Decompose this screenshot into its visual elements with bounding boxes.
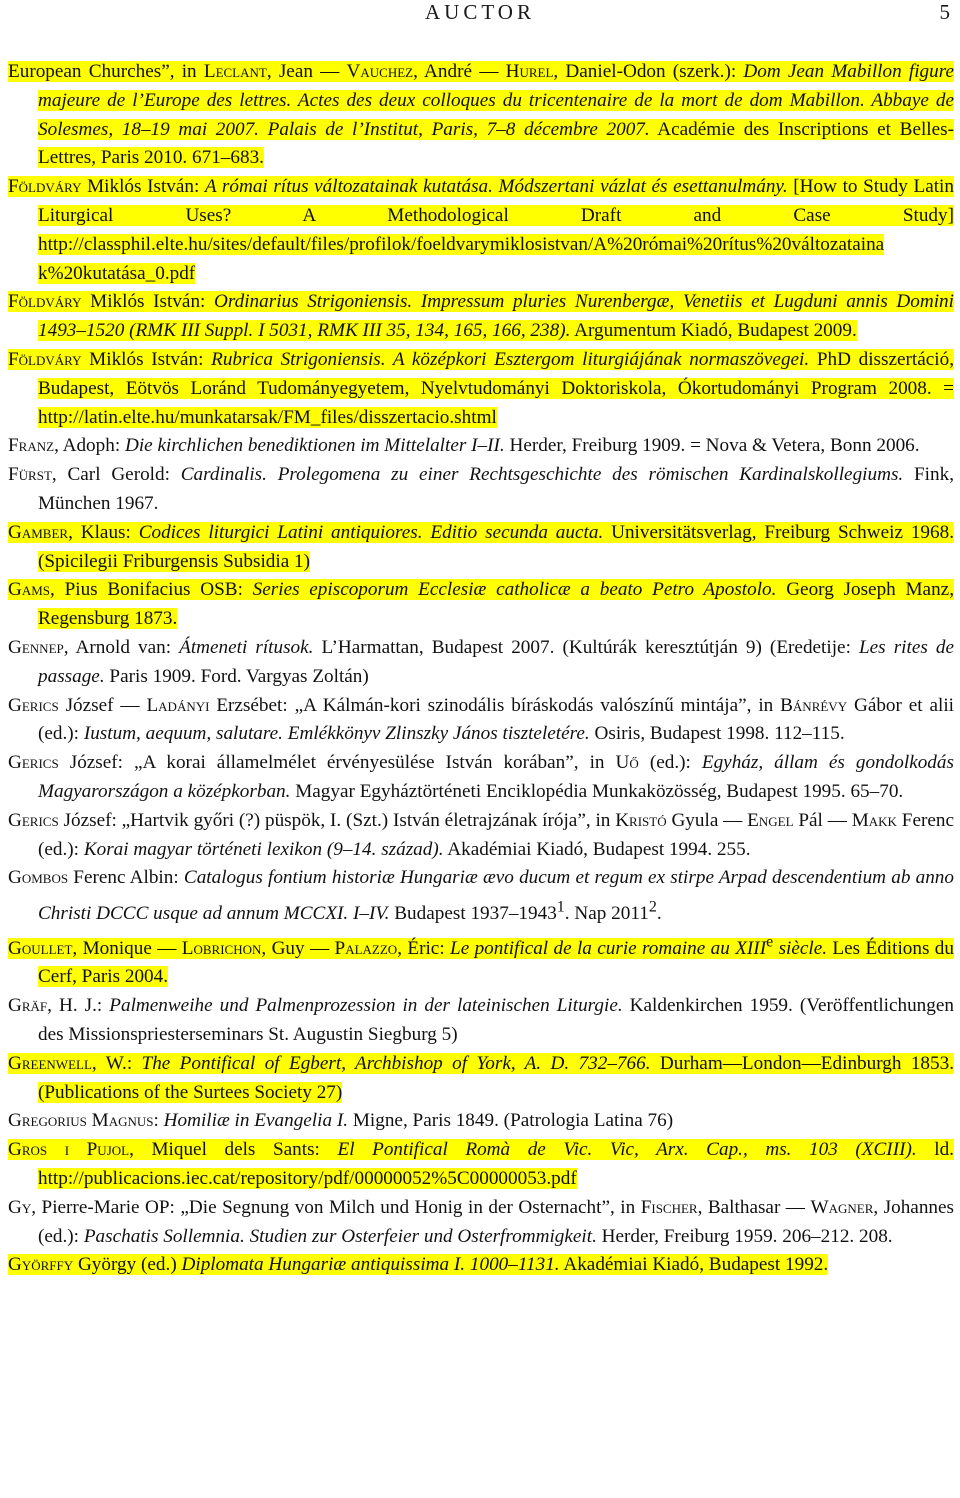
author-name: Goullet xyxy=(8,937,73,959)
entry-text xyxy=(8,435,920,456)
italic-title: Rubrica Strigoniensis. A középkori Esztergom liturgiájának normaszövegei. xyxy=(211,348,810,370)
italic-title: Cardinalis. Prolegomena zu einer Rechtsgeschichte des römischen Kardinalskollegiums. xyxy=(180,464,904,486)
author-name: Greenwell xyxy=(8,1052,92,1074)
entry-text xyxy=(8,810,954,860)
author-name: Györffy xyxy=(8,1254,74,1276)
italic-title: Dom Jean Mabillon figure majeure de l’Europe des lettres. Actes des deux colloques du tricentenaire de la mort de dom Mabillon. Abbaye de Solesmes, 18–19 mai 2007. Palais de l’Institut, Paris, 7–8 décembre 2007. xyxy=(38,61,954,140)
bibliography-entry xyxy=(8,1194,954,1252)
superscript: 1 xyxy=(556,898,565,916)
bibliography-entry xyxy=(8,1107,954,1136)
author-name: Gombos xyxy=(8,867,69,889)
entry-segment: , Miquel dels Sants: xyxy=(129,1139,338,1161)
entry-segment: Gábor et alii (ed.): xyxy=(38,694,955,745)
author-name: Wagner xyxy=(810,1196,874,1218)
bibliography-entry xyxy=(8,807,954,865)
entry-segment: [How to Study Latin Liturgical Uses? A Methodological Draft and Case Study] http://classphil.elte.hu/sites/default/files/profilok/foeldvarymiklosistvan/A%20római%20rítus%20változataina k%20kutatása_0.pdf xyxy=(38,176,954,284)
entry-segment: , Adoph: xyxy=(54,435,125,457)
author-name: Lobrichon xyxy=(181,937,262,959)
entry-segment: Les Éditions du Cerf, Paris 2004. xyxy=(38,937,954,988)
author-name: Fischer xyxy=(640,1196,698,1218)
bibliography-entry xyxy=(8,1136,954,1194)
bibliography-entry xyxy=(8,992,954,1050)
author-name: Ladányi xyxy=(146,694,210,716)
entry-text xyxy=(8,995,954,1045)
entry-segment: , Johannes (ed.): xyxy=(38,1196,954,1247)
author-name: Uő xyxy=(615,752,639,774)
entry-text xyxy=(8,867,954,923)
entry-segment: Miklós István: xyxy=(81,348,212,370)
entry-segment: Migne, Paris 1849. (Patrologia Latina 76) xyxy=(348,1110,674,1132)
entry-segment: Paris 1909. Ford. Vargyas Zoltán) xyxy=(104,665,369,687)
entry-segment: L’Harmattan, Budapest 2007. (Kultúrák keresztútján 9) (Eredetije: xyxy=(313,636,859,658)
entry-segment: Miklós István: xyxy=(81,176,205,198)
author-name: Gerics xyxy=(8,752,59,774)
entry-segment: Gyula — xyxy=(666,809,748,831)
bibliography-entry xyxy=(8,346,954,432)
entry-segment: Erzsébet: „A Kálmán-kori szinodális bíráskodás valószínű mintája”, in xyxy=(209,694,781,716)
entry-segment: Pál — xyxy=(793,809,852,831)
italic-title: Korai magyar történeti lexikon (9–14. század). xyxy=(83,838,444,860)
entry-segment: Ferenc Albin: xyxy=(68,867,184,889)
highlighted-text xyxy=(8,1139,954,1189)
italic-title: Diplomata Hungariæ antiquissima I. 1000–1131. xyxy=(181,1254,560,1276)
italic-title: Iustum, aequum, salutare. Emlékkönyv Zlinszky János tiszteletére. xyxy=(83,723,590,745)
author-name: Franz xyxy=(8,435,55,457)
author-name: Gregorius Magnus xyxy=(8,1110,154,1132)
author-name: Gerics xyxy=(8,694,59,716)
entry-segment: European Churches”, in xyxy=(8,61,204,82)
entry-segment: József — xyxy=(58,694,147,716)
bibliography-entry xyxy=(8,173,954,288)
entry-segment: Miklós István: xyxy=(81,291,214,313)
entry-segment: , Klaus: xyxy=(68,521,139,543)
highlighted-text xyxy=(8,1053,954,1103)
entry-segment: József: „A korai államelmélet érvényesülése István korában”, in xyxy=(58,752,616,774)
italic-title: Series episcoporum Ecclesiæ catholicæ a beato Petro Apostolo. xyxy=(252,579,777,601)
highlighted-text xyxy=(8,349,954,428)
bibliography-entry xyxy=(8,634,954,692)
author-name: Palazzo xyxy=(334,937,398,959)
entry-text xyxy=(8,1110,673,1131)
entry-segment: Akadémiai Kiadó, Budapest 1992. xyxy=(559,1254,829,1276)
entry-segment: Ferenc (ed.): xyxy=(38,809,954,860)
highlighted-text xyxy=(8,291,954,341)
highlighted-text xyxy=(8,579,954,629)
highlighted-text xyxy=(8,522,954,572)
entry-segment: ld. http://publicacions.iec.cat/repository/pdf/00000052%5C00000053.pdf xyxy=(38,1139,954,1190)
entry-segment: Argumentum Kiadó, Budapest 2009. xyxy=(570,320,857,342)
entry-segment: Académie des Inscriptions et Belles-Lettres, Paris 2010. 671–683. xyxy=(38,118,954,169)
entry-segment: Herder, Freiburg 1959. 206–212. 208. xyxy=(596,1225,893,1247)
entry-segment: , Éric: xyxy=(397,937,451,959)
entry-text xyxy=(8,637,954,687)
highlighted-text xyxy=(8,61,954,168)
italic-title: Die kirchlichen benediktionen im Mittelalter I–II. xyxy=(124,435,505,457)
bibliography-entry xyxy=(8,576,954,634)
italic-title: Catalogus fontium historiæ Hungariæ ævo ducum et regum ex stirpe Arpad descendentium ab anno Christi DCCC usque ad annum MCCXI. I–IV. xyxy=(38,867,954,924)
bibliography-entry xyxy=(8,692,954,750)
italic-title: Codices liturgici Latini antiquiores. Editio secunda aucta. xyxy=(138,521,604,543)
entry-segment: : xyxy=(153,1110,164,1132)
author-name: Gams xyxy=(8,579,51,601)
entry-segment: (ed.): xyxy=(638,752,702,774)
italic-title: El Pontifical Romà de Vic. Vic, Arx. Cap., ms. 103 (XCIII). xyxy=(337,1139,917,1161)
italic-title: siècle. xyxy=(773,937,828,959)
entry-segment: , Daniel-Odon (szerk.): xyxy=(553,61,744,82)
entry-segment: Magyar Egyháztörténeti Enciklopédia Munkaközösség, Budapest 1995. 65–70. xyxy=(290,780,904,802)
entry-segment: . Nap 2011 xyxy=(564,902,649,924)
author-name: Fürst xyxy=(8,464,52,486)
entry-segment: Akadémiai Kiadó, Budapest 1994. 255. xyxy=(443,838,751,860)
entry-segment: Fink, München 1967. xyxy=(38,464,954,514)
bibliography-entry xyxy=(8,1050,954,1108)
entry-segment: , Monique — xyxy=(72,937,182,959)
entry-segment: Kaldenkirchen 1959. (Veröffentlichungen des Missionspriesterseminars St. Augustin Siegburg 5) xyxy=(38,995,954,1046)
entry-segment: PhD disszertáció, Budapest, Eötvös Loránd Tudományegyetem, Nyelvtudományi Doktoriskola, Ókortudományi Program 2008. = http://latin.elte.hu/munkatarsak/FM_files/disszertacio.shtml xyxy=(38,348,954,428)
entry-segment: , Balthasar — xyxy=(697,1196,811,1218)
italic-title: Ordinarius Strigoniensis. Impressum pluries Nurenbergæ, Venetiis et Lugduni annis Domini 1493–1520 (RMK III Suppl. I 5031, RMK III 35, 134, 165, 166, 238). xyxy=(38,291,954,342)
author-name: Gamber xyxy=(8,521,69,543)
bibliography-entry xyxy=(8,519,954,577)
author-name: Leclant xyxy=(203,61,267,82)
bibliography-list xyxy=(8,58,954,1280)
entry-text xyxy=(8,464,954,514)
author-name: Engel xyxy=(747,809,794,831)
italic-title: Átmeneti rítusok. xyxy=(179,636,314,658)
entry-segment: Durham—London—Edinburgh 1853. (Publications of the Surtees Society 27) xyxy=(38,1052,954,1103)
highlighted-text xyxy=(8,933,954,988)
entry-text xyxy=(8,695,954,745)
author-name: Gros i Pujol xyxy=(8,1139,130,1161)
entry-segment: , Arnold van: xyxy=(63,636,180,658)
entry-segment: , Carl Gerold: xyxy=(51,464,181,486)
bibliography-entry xyxy=(8,864,954,928)
superscript: e xyxy=(766,933,774,951)
entry-segment: György (ed.) xyxy=(73,1254,182,1276)
entry-segment: Herder, Freiburg 1909. = Nova & Vetera, Bonn 2006. xyxy=(504,435,920,457)
author-name: Kristó xyxy=(615,809,667,831)
author-name: Makk xyxy=(851,809,897,831)
entry-segment: Georg Joseph Manz, Regensburg 1873. xyxy=(38,579,954,630)
entry-segment: Osiris, Budapest 1998. 112–115. xyxy=(589,723,845,745)
author-name: Bánrévy xyxy=(780,694,848,716)
author-name: Földváry xyxy=(8,291,82,313)
author-name: Gennep xyxy=(8,636,64,658)
italic-title: Les rites de passage. xyxy=(38,636,954,687)
entry-segment: , Pius Bonifacius OSB: xyxy=(50,579,253,601)
author-name: Földváry xyxy=(8,176,82,198)
highlighted-text xyxy=(8,1254,828,1275)
entry-segment: , W.: xyxy=(91,1052,142,1074)
entry-text xyxy=(8,752,954,802)
entry-segment: , Jean — xyxy=(266,61,347,82)
entry-segment: , André — xyxy=(413,61,506,82)
entry-segment: József: „Hartvik győri (?) püspök, I. (Szt.) István életrajzának írója”, in xyxy=(58,809,616,831)
italic-title: Le pontifical de la curie romaine au XIII xyxy=(450,937,767,959)
entry-segment: , H. J.: xyxy=(47,995,110,1017)
italic-title: Palmenweihe und Palmenprozession in der lateinischen Liturgie. xyxy=(109,995,623,1017)
author-name: Vauchez xyxy=(346,61,414,82)
bibliography-entry xyxy=(8,461,954,519)
highlighted-text xyxy=(8,176,954,283)
page-number: 5 xyxy=(939,0,950,24)
running-title: AUCTOR xyxy=(425,0,535,24)
entry-segment: Budapest 1937–1943 xyxy=(389,902,557,924)
italic-title: Homiliæ in Evangelia I. xyxy=(163,1110,349,1132)
bibliography-entry xyxy=(8,928,954,992)
entry-segment: , Guy — xyxy=(261,937,335,959)
bibliography-entry xyxy=(8,288,954,346)
running-head xyxy=(0,0,960,30)
entry-text xyxy=(8,1197,954,1247)
author-name: Földváry xyxy=(8,348,82,370)
bibliography-entry xyxy=(8,432,954,461)
entry-segment: Universitätsverlag, Freiburg Schweiz 1968. (Spicilegii Friburgensis Subsidia 1) xyxy=(38,521,954,572)
italic-title: Egyház, állam és gondolkodás Magyarországon a középkorban. xyxy=(38,752,954,802)
bibliography-entry xyxy=(8,58,954,173)
italic-title: A római rítus változatainak kutatása. Módszertani vázlat és esettanulmány. xyxy=(204,176,788,198)
entry-segment: , Pierre-Marie OP: „Die Segnung von Milch und Honig in der Osternacht”, in xyxy=(31,1196,641,1218)
bibliography-entry xyxy=(8,1251,954,1280)
author-name: Hurel xyxy=(505,61,554,82)
italic-title: The Pontifical of Egbert, Archbishop of York, A. D. 732–766. xyxy=(141,1052,651,1074)
bibliography-entry xyxy=(8,749,954,807)
author-name: Gerics xyxy=(8,809,59,831)
entry-segment: . xyxy=(656,902,662,924)
author-name: Gy xyxy=(8,1196,32,1218)
italic-title: Paschatis Sollemnia. Studien zur Osterfeier und Osterfrommigkeit. xyxy=(83,1225,597,1247)
author-name: Gräf xyxy=(8,995,48,1017)
superscript: 2 xyxy=(648,898,657,916)
